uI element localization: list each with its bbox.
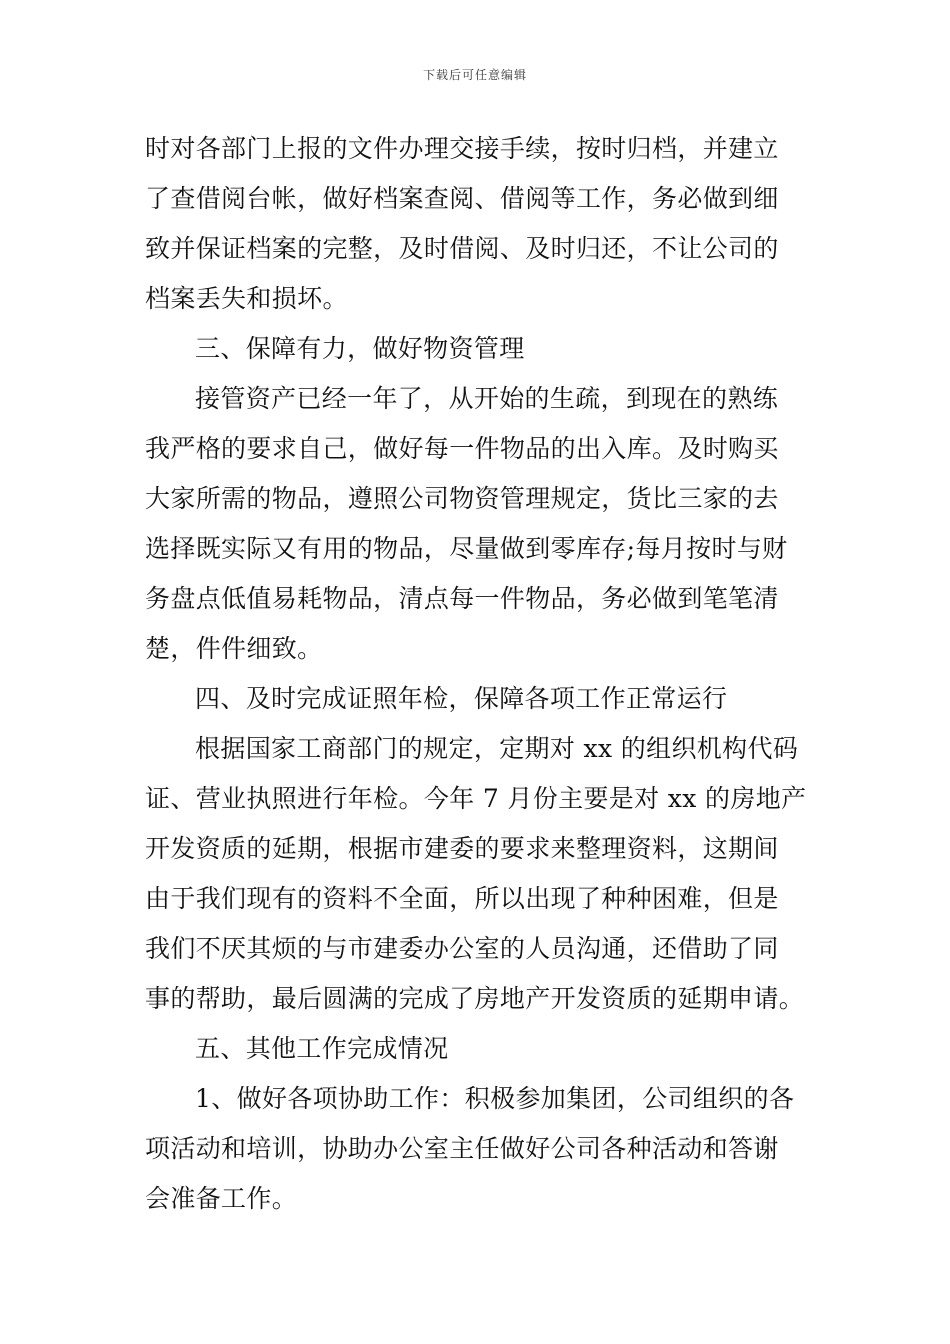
text-line: 项活动和培训，协助办公室主任做好公司各种活动和答谢 [145, 1134, 779, 1163]
text-line: 大家所需的物品，遵照公司物资管理规定，货比三家的去 [145, 484, 779, 513]
text-line: 会准备工作。 [145, 1184, 298, 1213]
text-line: 我们不厌其烦的与市建委办公室的人员沟通，还借助了同 [145, 934, 779, 963]
section-heading: 三、保障有力，做好物资管理 [195, 334, 525, 363]
text-line: 证、营业执照进行年检。今年 7 月份主要是对 xx 的房地产 [145, 784, 807, 813]
text-line: 致并保证档案的完整，及时借阅、及时归还，不让公司的 [145, 234, 779, 263]
text-line: 由于我们现有的资料不全面，所以出现了种种困难，但是 [145, 884, 779, 913]
text-line: 时对各部门上报的文件办理交接手续，按时归档，并建立 [145, 134, 779, 163]
text-line: 务盘点低值易耗物品，清点每一件物品，务必做到笔笔清 [145, 584, 779, 613]
text-line: 开发资质的延期，根据市建委的要求来整理资料，这期间 [145, 834, 779, 863]
text-line: 楚，件件细致。 [145, 634, 323, 663]
text-line: 我严格的要求自己，做好每一件物品的出入库。及时购买 [145, 434, 779, 463]
text-line: 选择既实际又有用的物品，尽量做到零库存;每月按时与财 [145, 534, 788, 563]
text-line: 事的帮助，最后圆满的完成了房地产开发资质的延期申请。 [145, 984, 805, 1013]
text-line: 根据国家工商部门的规定，定期对 xx 的组织机构代码 [195, 734, 799, 763]
section-heading: 四、及时完成证照年检，保障各项工作正常运行 [195, 684, 728, 713]
page-header: 下载后可任意编辑 [422, 68, 527, 82]
section-heading: 五、其他工作完成情况 [195, 1034, 449, 1063]
document-body [145, 124, 809, 1224]
text-line: 1、做好各项协助工作：积极参加集团，公司组织的各 [195, 1084, 795, 1113]
text-line: 接管资产已经一年了，从开始的生疏，到现在的熟练 [195, 384, 779, 413]
text-line: 档案丢失和损坏。 [145, 284, 348, 313]
text-line: 了查借阅台帐，做好档案查阅、借阅等工作，务必做到细 [145, 184, 779, 213]
